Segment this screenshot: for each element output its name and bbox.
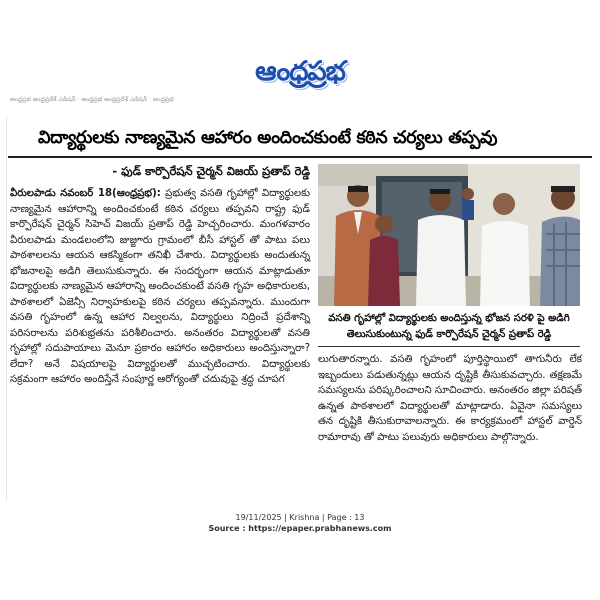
article-photo <box>318 164 580 306</box>
article-dateline: వీరులపాడు నవంబర్ 18(ఆంధ్రప్రభ): <box>10 188 161 199</box>
newspaper-logo: ఆంధ్రప్రభ <box>255 56 345 87</box>
page-footer <box>0 512 600 534</box>
article-byline: - ఫుడ్ కార్పొరేషన్ చైర్మన్ విజయ్ ప్రతాప్ రెడ్డి <box>112 164 310 178</box>
article-headline: విద్యార్థులకు నాణ్యమైన ఆహారం అందించకుంటే కఠిన చర్యలు తప్పవు <box>38 128 498 148</box>
article-body-text-2: లుగుతారన్నారు. వసతి గృహంలో పూర్తిస్థాయిలో తాగునీరు లేక ఇబ్బందులు పడుతున్నట్లు ఆయన దృష్టికి తీసుకువచ్చారు. తక్షణమే సమస్యలను పరిష్కరించాలని సూచించారు. అనంతరం జిల్లా పరిషత్ ఉన్నత పాఠశాలలో విద్యార్థులతో మాట్లాడారు. ఏవైనా సమస్యలు తన దృష్టికి తీసుకురావాలన్నారు. ఈ కార్యక్రమంలో హాస్టల్ వార్డెన్ రామారావు తో పాటు పలువురు అధికారులు పాల్గొన్నారు. <box>318 354 582 443</box>
article-body-column-1 <box>10 186 310 388</box>
footer-date-edition: 19/11/2025 | Krishna | Page : 13 <box>235 513 365 522</box>
article-body-column-2 <box>318 352 582 445</box>
article-body-text-1: ప్రభుత్వ వసతి గృహాల్లో విద్యార్థులకు నాణ్యమైన ఆహారాన్ని అందించకుంటే కఠిన చర్యలు తప్పవని రాష్ట్ర ఫుడ్ కార్పొరేషన్ చైర్మన్ సిహెచ్ విజయ్ ప్రతాప్ రెడ్డి హెచ్చరించారు. మంగళవారం వీరులపాడు మండలంలోని జుజ్జూరు గ్రామంలో బీసీ హాస్టల్ తో పాటు పలు పాఠశాలలను ఆయన ఆకస్మికంగా తనిఖీ చేశారు. విద్యార్థులకు అందుతున్న భోజనాలపై అడిగి తెలుసుకున్నారు. ఈ సందర్భంగా ఆయన మాట్లాడుతూ విద్యార్థులకు నాణ్యమైన ఆహారాన్ని అందించకుంటే వసతి గృహ అధికారులకు, పాఠశాలలో ఏజెన్సీ నిర్వాహకులపై కఠిన చర్యలు తప్పవన్నారు. ముందుగా వసతి గృహంలో ఉన్న ఆహార నిల్వలను, విద్యార్థులు నిద్రించే ప్రదేశాన్ని పరిసరాలను పరిశుభ్రతను పరిశీలించారు. అనంతరం విద్యార్థులతో వసతి గృహాల్లో సదుపాయాలు మెనూ ప్రకారం ఆహారం అధికారులు అందిస్తున్నారా? లేదా? అనే విషయాలపై విద్యార్థులతో ముచ్చటించారు. విద్యార్థులకు సక్రమంగా ఆహారం అందిస్తేనే సంపూర్ణ ఆరోగ్యంతో చదువుపై శ్రద్ధ చూపగ <box>10 188 310 385</box>
photo-caption: వసతి గృహాల్లో విద్యార్థులకు అందిస్తున్న భోజన సరళి పై అడిగి తెలుసుకుంటున్న ఫుడ్ కార్పొరేషన్ చైర్మన్ ప్రతాప్ రెడ్డి <box>328 313 570 340</box>
masthead-ticker: ఆంధ్రప్రభ ఆంధ్రప్రదేశ్ ఎడిషన్ · ఆంధ్రప్రభ ఆంధ్రప్రదేశ్ ఎడిషన్ · ఆంధ్రప్రభ <box>10 96 174 103</box>
officials-inspecting-photo <box>318 164 580 306</box>
caption-rule <box>318 346 580 347</box>
headline-rule <box>8 156 592 158</box>
masthead <box>0 52 600 92</box>
footer-source-link[interactable]: Source : https://epaper.prabhanews.com <box>208 524 392 533</box>
